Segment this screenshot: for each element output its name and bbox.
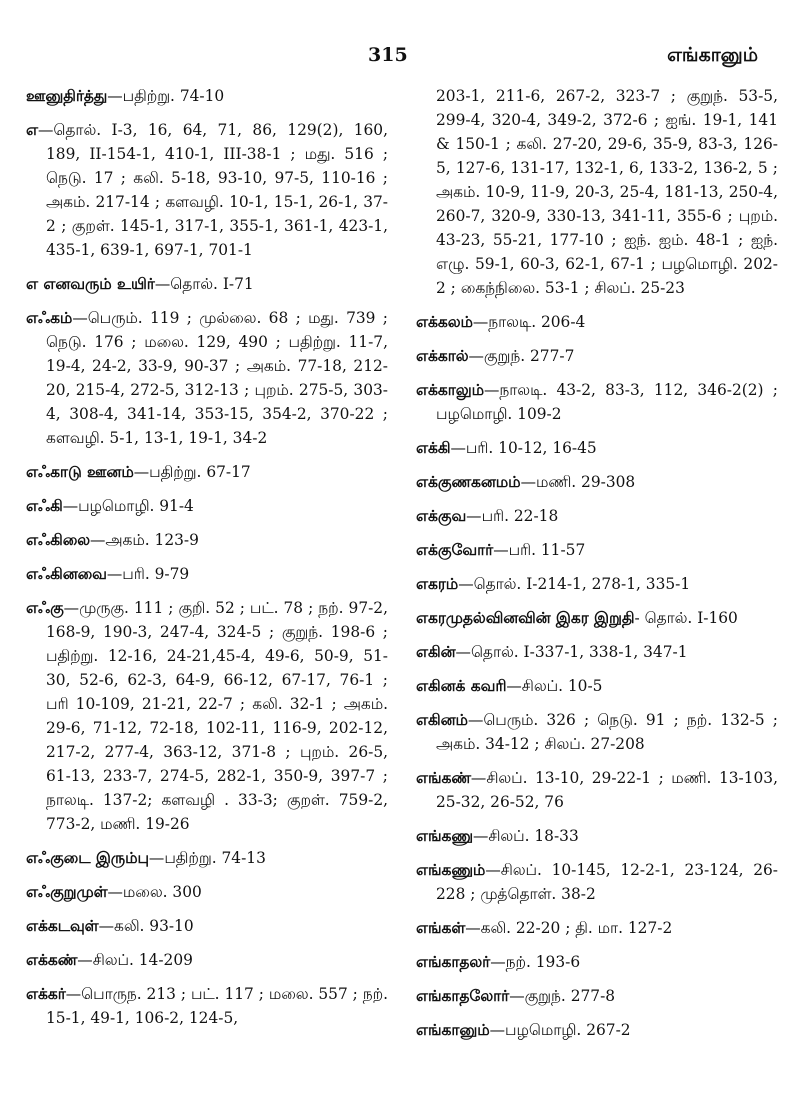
index-entry xyxy=(416,766,778,814)
index-entry xyxy=(416,84,778,300)
entry-references: —அகம். 123-9 xyxy=(90,531,199,549)
index-entry xyxy=(26,306,388,450)
index-columns xyxy=(26,84,778,1082)
index-entry xyxy=(416,504,778,528)
index-entry xyxy=(26,272,388,296)
right-column xyxy=(416,84,778,1082)
index-entry xyxy=(416,984,778,1008)
index-entry xyxy=(26,528,388,552)
index-entry xyxy=(26,914,388,938)
entry-headword: எங்காதலர் xyxy=(416,953,491,971)
index-entry xyxy=(416,572,778,596)
entry-headword: எகினக் கவரி xyxy=(416,677,507,695)
index-entry xyxy=(416,640,778,664)
entry-headword: எ xyxy=(26,121,39,139)
entry-headword: எக்குவ xyxy=(416,507,467,525)
entry-headword: எங்கானும் xyxy=(416,1021,490,1039)
entry-references: —தொல். I-3, 16, 64, 71, 86, 129(2), 160, 189, II-154-1, 410-1, III-38-1 ; மது. 516 ; நெடு. 17 ; கலி. 5-18, 93-10, 97-5, 110-16 ; அகம். 217-14 ; களவழி. 10-1, 15-1, 26-1, 37-2 ; குறள். 145-1, 317-1, 355-1, 361-1, 423-1, 435-1, 639-1, 697-1, 701-1 xyxy=(38,121,388,259)
entry-references: —முருகு. 111 ; குறி. 52 ; பட். 78 ; நற். 97-2, 168-9, 190-3, 247-4, 324-5 ; குறுந். 198-6 ; பதிற்று. 12-16, 24-21,45-4, 49-6, 50-9, 51-30, 52-6, 62-3, 64-9, 66-12, 67-17, 76-1 ; பரி 10-109, 21-21, 22-7 ; கலி. 32-1 ; அகம். 29-6, 71-12, 72-18, 102-11, 116-9, 202-12, 217-2, 277-4, 363-12, 371-8 ; புறம். 26-5, 61-13, 233-7, 274-5, 282-1, 350-9, 397-7 ; நாலடி. 137-2; களவழி . 33-3; குறள். 759-2, 773-2, மணி. 19-26 xyxy=(46,599,388,833)
entry-headword: எகினம் xyxy=(416,711,468,729)
entry-references: —பழமொழி. 91-4 xyxy=(62,497,194,515)
entry-headword: எக்கண் xyxy=(26,951,78,969)
entry-references: —கலி. 93-10 xyxy=(98,917,194,935)
index-entry xyxy=(416,858,778,906)
entry-references: —பெரும். 119 ; முல்லை. 68 ; மது. 739 ; நெடு. 176 ; மலை. 129, 490 ; பதிற்று. 11-7, 19-4, 24-2, 33-9, 90-37 ; அகம். 77-18, 212-20, 215-4, 272-5, 312-13 ; புறம். 275-5, 303-4, 308-4, 341-14, 353-15, 354-2, 370-22 ; களவழி. 5-1, 13-1, 19-1, 34-2 xyxy=(46,309,388,447)
index-entry xyxy=(416,538,778,562)
entry-headword: எங்கணும் xyxy=(416,861,486,879)
entry-headword: எ எனவரும் உயிர் xyxy=(26,275,155,293)
index-entry xyxy=(26,948,388,972)
left-column xyxy=(26,84,388,1082)
index-entry xyxy=(416,344,778,368)
index-entry xyxy=(416,674,778,698)
entry-headword: எஃகம் xyxy=(26,309,73,327)
index-entry xyxy=(416,950,778,974)
entry-references: —பொருந. 213 ; பட். 117 ; மலை. 557 ; நற். 15-1, 49-1, 106-2, 124-5, xyxy=(46,985,388,1027)
index-entry xyxy=(26,460,388,484)
entry-references: —குறுந். 277-8 xyxy=(509,987,616,1005)
entry-references: —தொல். I-214-1, 278-1, 335-1 xyxy=(458,575,691,593)
index-entry xyxy=(26,562,388,586)
entry-references: —மலை. 300 xyxy=(107,883,202,901)
entry-headword: எஃகுறுமுள் xyxy=(26,883,108,901)
entry-headword: எஃகி xyxy=(26,497,63,515)
entry-headword: எக்குவோர் xyxy=(416,541,494,559)
entry-references: —பதிற்று. 67-17 xyxy=(133,463,251,481)
entry-references: —பரி. 11-57 xyxy=(493,541,586,559)
index-entry xyxy=(26,846,388,870)
index-entry xyxy=(416,708,778,756)
entry-references: —பரி. 22-18 xyxy=(466,507,559,525)
index-entry xyxy=(416,310,778,334)
index-entry xyxy=(416,824,778,848)
entry-headword: எகின் xyxy=(416,643,456,661)
page-number: 315 xyxy=(368,44,408,66)
entry-headword: எங்கண் xyxy=(416,769,471,787)
entry-headword: எங்காதலோர் xyxy=(416,987,510,1005)
entry-references: —நாலடி. 43-2, 83-3, 112, 346-2(2) ; பழமொழி. 109-2 xyxy=(436,381,778,423)
entry-headword: ஊனுதிர்த்து xyxy=(26,87,108,105)
index-entry xyxy=(416,378,778,426)
entry-references: —சிலப். 18-33 xyxy=(472,827,579,845)
index-entry xyxy=(26,118,388,262)
entry-references: —பெரும். 326 ; நெடு. 91 ; நற். 132-5 ; அகம். 34-12 ; சிலப். 27-208 xyxy=(436,711,778,753)
entry-references: —நாலடி. 206-4 xyxy=(472,313,586,331)
entry-references: —குறுந். 277-7 xyxy=(468,347,575,365)
index-entry xyxy=(416,436,778,460)
entry-headword: எஃகினவை xyxy=(26,565,107,583)
index-entry xyxy=(26,982,388,1030)
entry-headword: எக்கால் xyxy=(416,347,469,365)
index-entry xyxy=(416,1018,778,1042)
entry-references: —தொல். I-337-1, 338-1, 347-1 xyxy=(455,643,688,661)
entry-headword: எஃகிலை xyxy=(26,531,91,549)
entry-references: —தொல். I-71 xyxy=(154,275,254,293)
running-head: எங்கானும் xyxy=(667,44,758,66)
entry-references: —சிலப். 10-145, 12-2-1, 23-124, 26-228 ; முத்தொள். 38-2 xyxy=(436,861,778,903)
entry-references: —சிலப். 10-5 xyxy=(506,677,603,695)
entry-references: —நற். 193-6 xyxy=(490,953,581,971)
entry-references: —பதிற்று. 74-10 xyxy=(107,87,225,105)
entry-references: 203-1, 211-6, 267-2, 323-7 ; குறுந். 53-5, 299-4, 320-4, 349-2, 372-6 ; ஐங். 19-1, 141 & 150-1 ; கலி. 27-20, 29-6, 35-9, 83-3, 126-5, 127-6, 131-17, 132-1, 6, 133-2, 136-2, 5 ; அகம். 10-9, 11-9, 20-3, 25-4, 181-13, 250-4, 260-7, 320-9, 330-13, 341-11, 355-6 ; புறம். 43-23, 55-21, 177-10 ; ஐந். ஐம். 48-1 ; ஐந். எழு. 59-1, 60-3, 62-1, 67-1 ; பழமொழி. 202-2 ; கைந்நிலை. 53-1 ; சிலப். 25-23 xyxy=(436,87,778,297)
entry-headword: எஃகுடை இரும்பு xyxy=(26,849,149,867)
entry-references: - தொல். I-160 xyxy=(634,609,738,627)
entry-headword: எக்கடவுள் xyxy=(26,917,99,935)
entry-headword: எஃகாடு ஊனம் xyxy=(26,463,134,481)
entry-references: —சிலப். 14-209 xyxy=(77,951,193,969)
entry-headword: எக்குணகனமம் xyxy=(416,473,521,491)
index-entry xyxy=(416,916,778,940)
index-entry xyxy=(26,596,388,836)
entry-headword: எக்கர் xyxy=(26,985,66,1003)
entry-headword: எக்கலம் xyxy=(416,313,473,331)
entry-headword: எக்காலும் xyxy=(416,381,484,399)
entry-references: —பரி. 9-79 xyxy=(106,565,190,583)
entry-headword: எக்கி xyxy=(416,439,451,457)
entry-references: —பரி. 10-12, 16-45 xyxy=(450,439,597,457)
entry-headword: எகரம் xyxy=(416,575,459,593)
entry-references: —பதிற்று. 74-13 xyxy=(148,849,266,867)
index-entry xyxy=(26,84,388,108)
index-entry xyxy=(416,470,778,494)
entry-references: —கலி. 22-20 ; தி. மா. 127-2 xyxy=(465,919,673,937)
entry-headword: எஃகு xyxy=(26,599,64,617)
entry-headword: எகரமுதல்வினவின் இகர இறுதி xyxy=(416,609,635,627)
index-entry xyxy=(26,880,388,904)
index-entry xyxy=(26,494,388,518)
entry-references: —சிலப். 13-10, 29-22-1 ; மணி. 13-103, 25-32, 26-52, 76 xyxy=(436,769,778,811)
index-entry xyxy=(416,606,778,630)
entry-headword: எங்கணு xyxy=(416,827,473,845)
entry-references: —பழமொழி. 267-2 xyxy=(489,1021,631,1039)
entry-references: —மணி. 29-308 xyxy=(520,473,636,491)
entry-headword: எங்கள் xyxy=(416,919,466,937)
